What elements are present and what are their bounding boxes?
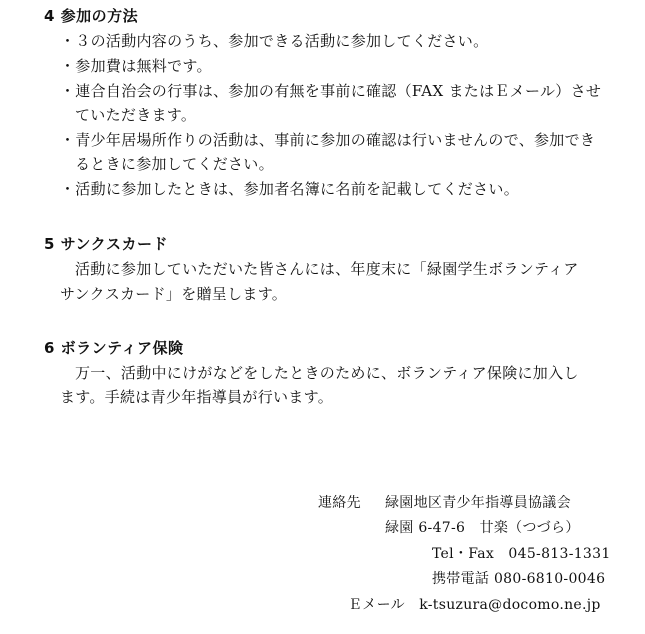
- section-4-bullet-2: ・参加費は無料です。: [60, 57, 212, 75]
- section-6-heading: 6 ボランティア保険: [44, 339, 184, 357]
- section-5-line-2: サンクスカード」を贈呈します。: [60, 285, 288, 303]
- section-6-line-2: ます。手続は青少年指導員が行います。: [60, 388, 334, 406]
- section-4-bullet-3: ・連合自治会の行事は、参加の有無を事前に確認（FAX またはＥメール）させ: [60, 82, 602, 100]
- section-4-bullet-3-cont: ていただきます。: [75, 106, 197, 124]
- section-5-heading: 5 サンクスカード: [44, 235, 168, 253]
- section-4-bullet-4: ・青少年居場所作りの活動は、事前に参加の確認は行いませんので、参加でき: [60, 131, 596, 149]
- section-4-heading: 4 参加の方法: [44, 7, 139, 25]
- contact-mobile: 携帯電話 080-6810-0046: [432, 571, 606, 587]
- section-4-bullet-5: ・活動に参加したときは、参加者名簿に名前を記載してください。: [60, 180, 520, 198]
- section-5-line-1: 活動に参加していただいた皆さんには、年度末に「緑園学生ボランティア: [75, 260, 579, 278]
- contact-label: 連絡先: [318, 495, 361, 511]
- contact-address: 緑園 6-47-6 廿楽（つづら）: [385, 520, 580, 536]
- section-6-line-1: 万一、活動中にけがなどをしたときのために、ボランティア保険に加入し: [75, 364, 579, 382]
- contact-email: Ｅメール k-tsuzura@docomo.ne.jp: [348, 597, 601, 613]
- contact-tel-fax: Tel・Fax 045-813-1331: [432, 546, 611, 562]
- section-4-bullet-4-cont: るときに参加してください。: [75, 155, 274, 173]
- contact-organization: 緑園地区青少年指導員協議会: [385, 495, 571, 511]
- section-4-bullet-1: ・３の活動内容のうち、参加できる活動に参加してください。: [60, 32, 489, 50]
